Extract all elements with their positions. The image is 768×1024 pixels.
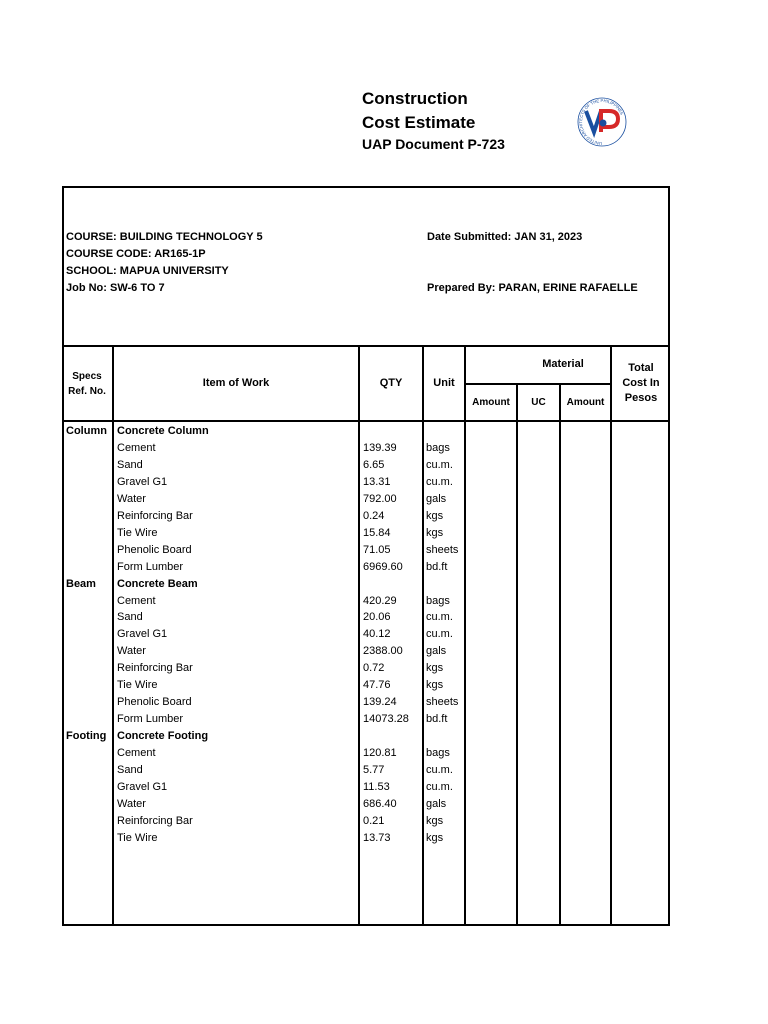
date-submitted-label: Date Submitted: JAN 31, 2023	[427, 231, 583, 243]
amount-header-1: Amount	[472, 397, 510, 408]
total-cost-header	[612, 361, 670, 406]
unit-cell: cu.m.	[426, 764, 453, 776]
material-sub-rule	[465, 383, 611, 385]
total-header-line2: Cost In	[622, 377, 660, 389]
unit-cell: kgs	[426, 814, 444, 827]
unit-cell: bd.ft	[426, 713, 448, 726]
qty-cell: 20.06	[363, 611, 391, 624]
unit-cell: cu.m.	[426, 780, 453, 793]
table-row	[0, 813, 768, 830]
item-cell: Sand	[117, 764, 143, 776]
unit-cell: cu.m.	[426, 628, 453, 641]
qty-cell: 15.84	[363, 526, 391, 539]
unit-cell: gals	[426, 492, 447, 505]
table-row	[0, 508, 768, 525]
qty-cell: 139.39	[363, 441, 397, 454]
qty-cell: 13.73	[363, 831, 391, 844]
table-row	[0, 796, 768, 813]
unit-cell: gals	[426, 645, 447, 658]
qty-cell: 11.53	[363, 780, 390, 793]
item-cell: Water	[117, 645, 146, 658]
qty-header: QTY	[379, 377, 403, 389]
item-cell: Reinforcing Bar	[117, 662, 193, 675]
unit-cell: bags	[426, 594, 450, 607]
table-row	[0, 423, 768, 440]
specs-header-line1: Specs	[72, 371, 102, 382]
unit-cell: cu.m.	[426, 475, 453, 488]
unit-cell: sheets	[426, 696, 459, 709]
unit-cell: kgs	[426, 662, 444, 675]
qty-cell: 0.21	[363, 814, 385, 827]
table-row	[0, 711, 768, 728]
qty-cell: 5.77	[363, 764, 385, 776]
unit-cell: kgs	[426, 526, 444, 539]
unit-cell: sheets	[426, 543, 459, 556]
table-row	[0, 593, 768, 610]
table-row	[0, 542, 768, 559]
uc-header: UC	[531, 397, 546, 408]
qty-cell: 40.12	[363, 628, 391, 641]
qty-cell: 6.65	[363, 458, 385, 471]
item-cell: Phenolic Board	[117, 696, 192, 709]
item-cell: Gravel G1	[117, 475, 168, 488]
item-cell: Form Lumber	[117, 713, 184, 726]
spec-cell: Beam	[66, 577, 96, 590]
item-cell: Sand	[117, 611, 143, 624]
item-cell: Concrete Footing	[117, 730, 209, 743]
table-header-rule	[62, 420, 670, 422]
amount-header-2: Amount	[566, 397, 605, 408]
item-cell: Cement	[117, 441, 156, 454]
item-cell: Tie Wire	[117, 831, 158, 844]
qty-cell: 0.72	[363, 662, 385, 675]
qty-cell: 139.24	[363, 696, 397, 709]
table-row	[0, 677, 768, 694]
prepared-by-label: Prepared By: PARAN, ERINE RAFAELLE	[427, 282, 638, 294]
table-row	[0, 643, 768, 660]
qty-cell: 420.29	[363, 594, 397, 607]
table-row	[0, 694, 768, 711]
table-row	[0, 779, 768, 796]
uap-seal-logo-icon	[576, 96, 628, 152]
doc-subtitle: UAP Document P-723	[362, 136, 505, 152]
unit-header: Unit	[433, 377, 455, 389]
unit-cell: gals	[426, 797, 447, 810]
item-cell: Cement	[117, 594, 156, 607]
table-row	[0, 576, 768, 593]
item-cell: Form Lumber	[117, 560, 184, 573]
item-cell: Water	[117, 797, 146, 810]
unit-cell: kgs	[426, 509, 444, 522]
table-row	[0, 626, 768, 643]
table-row	[0, 457, 768, 474]
table-row	[0, 491, 768, 508]
unit-cell: cu.m.	[426, 611, 453, 624]
qty-cell: 13.31	[363, 475, 391, 488]
item-cell: Sand	[117, 458, 143, 471]
qty-cell: 120.81	[363, 747, 397, 760]
qty-cell: 71.05	[363, 543, 391, 556]
qty-cell: 47.76	[363, 679, 391, 692]
unit-cell: bd.ft	[426, 560, 448, 573]
doc-title-line2: Cost Estimate	[362, 113, 476, 132]
unit-cell: bags	[426, 441, 450, 454]
item-cell: Phenolic Board	[117, 543, 192, 556]
table-row	[0, 559, 768, 576]
course-code-label: COURSE CODE: AR165-1P	[66, 248, 206, 260]
item-cell: Gravel G1	[117, 628, 168, 641]
item-of-work-header: Item of Work	[202, 377, 270, 389]
item-cell: Tie Wire	[117, 526, 158, 539]
item-cell: Gravel G1	[117, 780, 168, 793]
qty-cell: 14073.28	[363, 713, 409, 726]
total-header-line1: Total	[628, 362, 654, 374]
qty-cell: 6969.60	[363, 560, 403, 573]
unit-cell: kgs	[426, 679, 444, 692]
qty-cell: 686.40	[363, 797, 397, 810]
item-cell: Tie Wire	[117, 679, 158, 692]
course-label: COURSE: BUILDING TECHNOLOGY 5	[66, 231, 263, 243]
table-row	[0, 440, 768, 457]
table-row	[0, 728, 768, 745]
job-no-label: Job No: SW-6 TO 7	[66, 282, 165, 294]
total-header-line3: Pesos	[624, 392, 658, 404]
qty-cell: 2388.00	[363, 645, 403, 658]
unit-cell: cu.m.	[426, 458, 453, 471]
spec-cell: Footing	[66, 730, 107, 743]
qty-cell: 792.00	[363, 492, 397, 505]
logo-ring-text: UNITED ARCHITECTS OF THE PHILIPPINES	[578, 97, 625, 147]
doc-title-line1: Construction	[362, 89, 468, 108]
item-cell: Concrete Column	[117, 425, 209, 437]
unit-cell: kgs	[426, 831, 444, 844]
specs-header	[62, 369, 112, 399]
table-row	[0, 830, 768, 847]
school-label: SCHOOL: MAPUA UNIVERSITY	[66, 265, 229, 277]
table-top-rule	[62, 345, 670, 347]
table-row	[0, 474, 768, 491]
table-row	[0, 745, 768, 762]
item-cell: Reinforcing Bar	[117, 814, 193, 827]
spec-cell: Column	[66, 425, 107, 437]
item-cell: Reinforcing Bar	[117, 509, 193, 522]
table-row	[0, 762, 768, 779]
item-cell: Water	[117, 492, 146, 505]
qty-cell: 0.24	[363, 509, 385, 522]
table-row	[0, 660, 768, 677]
item-cell: Concrete Beam	[117, 577, 198, 590]
unit-cell: bags	[426, 747, 450, 760]
table-row	[0, 609, 768, 626]
item-cell: Cement	[117, 747, 156, 760]
specs-header-line2: Ref. No.	[68, 386, 106, 397]
material-header: Material	[542, 358, 584, 370]
table-row	[0, 525, 768, 542]
